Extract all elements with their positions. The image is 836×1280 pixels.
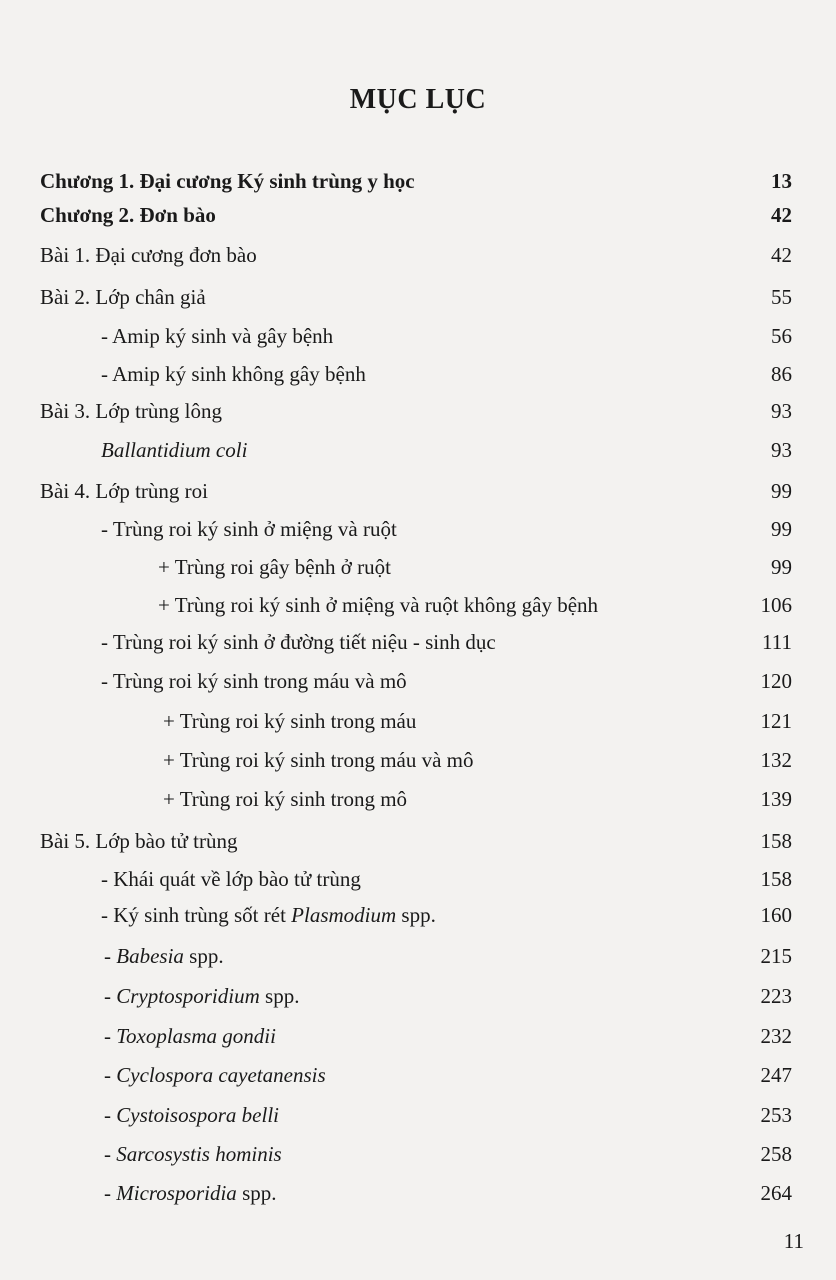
toc-entry: [40, 237, 792, 273]
toc-label-text: -: [104, 984, 117, 1008]
toc-entry: [104, 938, 792, 974]
toc-entry-page: 42: [771, 203, 792, 227]
toc-entry-label: - Amip ký sinh không gây bệnh: [101, 362, 366, 386]
toc-entry-page: 93: [771, 399, 792, 423]
toc-entry: [101, 511, 792, 547]
toc-entry-label: [104, 1097, 279, 1133]
toc-entry-page: 223: [760, 984, 792, 1008]
toc-entry-page: 99: [771, 479, 792, 503]
toc-entry-page: 55: [771, 285, 792, 309]
toc-entry-page: 111: [762, 630, 792, 654]
toc-entry-label: Bài 5. Lớp bào tử trùng: [40, 829, 238, 853]
toc-entry-chapter-1: [40, 163, 792, 199]
toc-entry-page: 120: [760, 669, 792, 693]
toc-entry-page: 93: [771, 438, 792, 462]
toc-entry: [101, 897, 792, 933]
toc-entry-label: [104, 1018, 276, 1054]
toc-label-text: -: [104, 1181, 117, 1205]
toc-entry: [163, 703, 792, 739]
toc-label-text: spp.: [396, 903, 436, 927]
toc-label-text: spp.: [183, 944, 224, 968]
toc-entry-label: [104, 1175, 277, 1211]
toc-entry-label: [104, 1057, 326, 1093]
toc-entry: [158, 549, 792, 585]
toc-label-text: spp.: [259, 984, 300, 1008]
toc-entry-label: Bài 2. Lớp chân giả: [40, 285, 206, 309]
toc-entry-label: + Trùng roi ký sinh trong máu: [163, 709, 417, 733]
toc-entry: [104, 1175, 792, 1211]
toc-label-text: -: [104, 1024, 117, 1048]
toc-label-italic: Cryptosporidium: [116, 984, 260, 1008]
toc-entry-page: 158: [760, 829, 792, 853]
toc-entry-label: - Khái quát về lớp bào tử trùng: [101, 867, 361, 891]
page-title: MỤC LỤC: [349, 84, 487, 115]
toc-entry-page: 42: [771, 243, 792, 267]
toc-entry-label: - Amip ký sinh và gây bệnh: [101, 324, 334, 348]
toc-label-italic: Cystoisospora belli: [116, 1103, 280, 1127]
toc-entry-page: 86: [771, 362, 792, 386]
toc-entry: [40, 393, 792, 429]
toc-entry-page: 247: [760, 1063, 792, 1087]
toc-label-text: -: [104, 1103, 117, 1127]
toc-entry-label: - Trùng roi ký sinh ở miệng và ruột: [101, 517, 397, 541]
toc-entry-page: 106: [760, 593, 792, 617]
toc-entry-label: + Trùng roi gây bệnh ở ruột: [158, 555, 391, 579]
toc-entry-label: - Trùng roi ký sinh ở đường tiết niệu - sinh dục: [101, 630, 496, 654]
toc-label-italic: Cyclospora cayetanensis: [116, 1063, 326, 1087]
toc-label-text: -: [104, 944, 117, 968]
toc-entry: [101, 356, 792, 392]
toc-entry-page: 264: [760, 1181, 792, 1205]
toc-entry-page: 13: [771, 169, 792, 193]
toc-entry: [40, 473, 792, 509]
toc-entry: [104, 1136, 792, 1172]
toc-entry-label: Bài 3. Lớp trùng lông: [40, 399, 223, 423]
toc-entry: [104, 1057, 792, 1093]
toc-label-italic: Plasmodium: [291, 903, 397, 927]
toc-label-text: -: [104, 1142, 117, 1166]
toc-entry-label: Chương 2. Đơn bào: [40, 203, 216, 227]
toc-entry: [101, 663, 792, 699]
toc-entry: [101, 624, 792, 660]
toc-entry: [104, 1097, 792, 1133]
toc-label-italic: Sarcosystis hominis: [116, 1142, 282, 1166]
toc-entry: [163, 781, 792, 817]
toc-entry-label: [104, 1136, 282, 1172]
toc-entry-label: Bài 4. Lớp trùng roi: [40, 479, 208, 503]
toc-entry-chapter-2: [40, 197, 792, 233]
toc-entry-label: [104, 978, 299, 1014]
toc-entry: [163, 742, 792, 778]
toc-entry-page: 160: [760, 903, 792, 927]
toc-label-text: - Ký sinh trùng sốt rét: [101, 903, 292, 927]
toc-entry-label: Bài 1. Đại cương đơn bào: [40, 243, 257, 267]
toc-entry-label: [101, 897, 436, 933]
toc-entry-page: 232: [760, 1024, 792, 1048]
toc-entry-page: 56: [771, 324, 792, 348]
toc-entry: [101, 318, 792, 354]
toc-entry: [104, 978, 792, 1014]
toc-entry-page: 121: [760, 709, 792, 733]
toc-entry-page: 258: [760, 1142, 792, 1166]
toc-entry-label: + Trùng roi ký sinh trong máu và mô: [163, 748, 474, 772]
toc-entry: [104, 1018, 792, 1054]
toc-entry-page: 99: [771, 517, 792, 541]
toc-entry: [40, 279, 792, 315]
toc-label-italic: Microsporidia: [116, 1181, 237, 1205]
toc-entry-page: 139: [760, 787, 792, 811]
page-number: 11: [783, 1229, 804, 1253]
toc-label-italic: Toxoplasma gondii: [116, 1024, 276, 1048]
toc-label-text: spp.: [236, 1181, 277, 1205]
toc-entry-label: Ballantidium coli: [101, 438, 248, 462]
toc-entry-label: - Trùng roi ký sinh trong máu và mô: [101, 669, 407, 693]
toc-entry-label: Chương 1. Đại cương Ký sinh trùng y học: [40, 169, 415, 193]
toc-label-italic: Babesia: [116, 944, 184, 968]
toc-entry-page: 158: [760, 867, 792, 891]
toc-entry-label: + Trùng roi ký sinh trong mô: [163, 787, 408, 811]
toc-entry: [158, 587, 792, 623]
toc-entry: [101, 861, 792, 897]
toc-entry-label: + Trùng roi ký sinh ở miệng và ruột không gây bệnh: [158, 593, 599, 617]
toc-entry-page: 99: [771, 555, 792, 579]
toc-entry-page: 253: [760, 1103, 792, 1127]
toc-entry-page: 132: [760, 748, 792, 772]
toc-entry-page: 215: [760, 944, 792, 968]
toc-entry-label: [104, 938, 224, 974]
toc-entry: [101, 432, 792, 468]
toc-entry: [40, 823, 792, 859]
toc-label-text: -: [104, 1063, 117, 1087]
